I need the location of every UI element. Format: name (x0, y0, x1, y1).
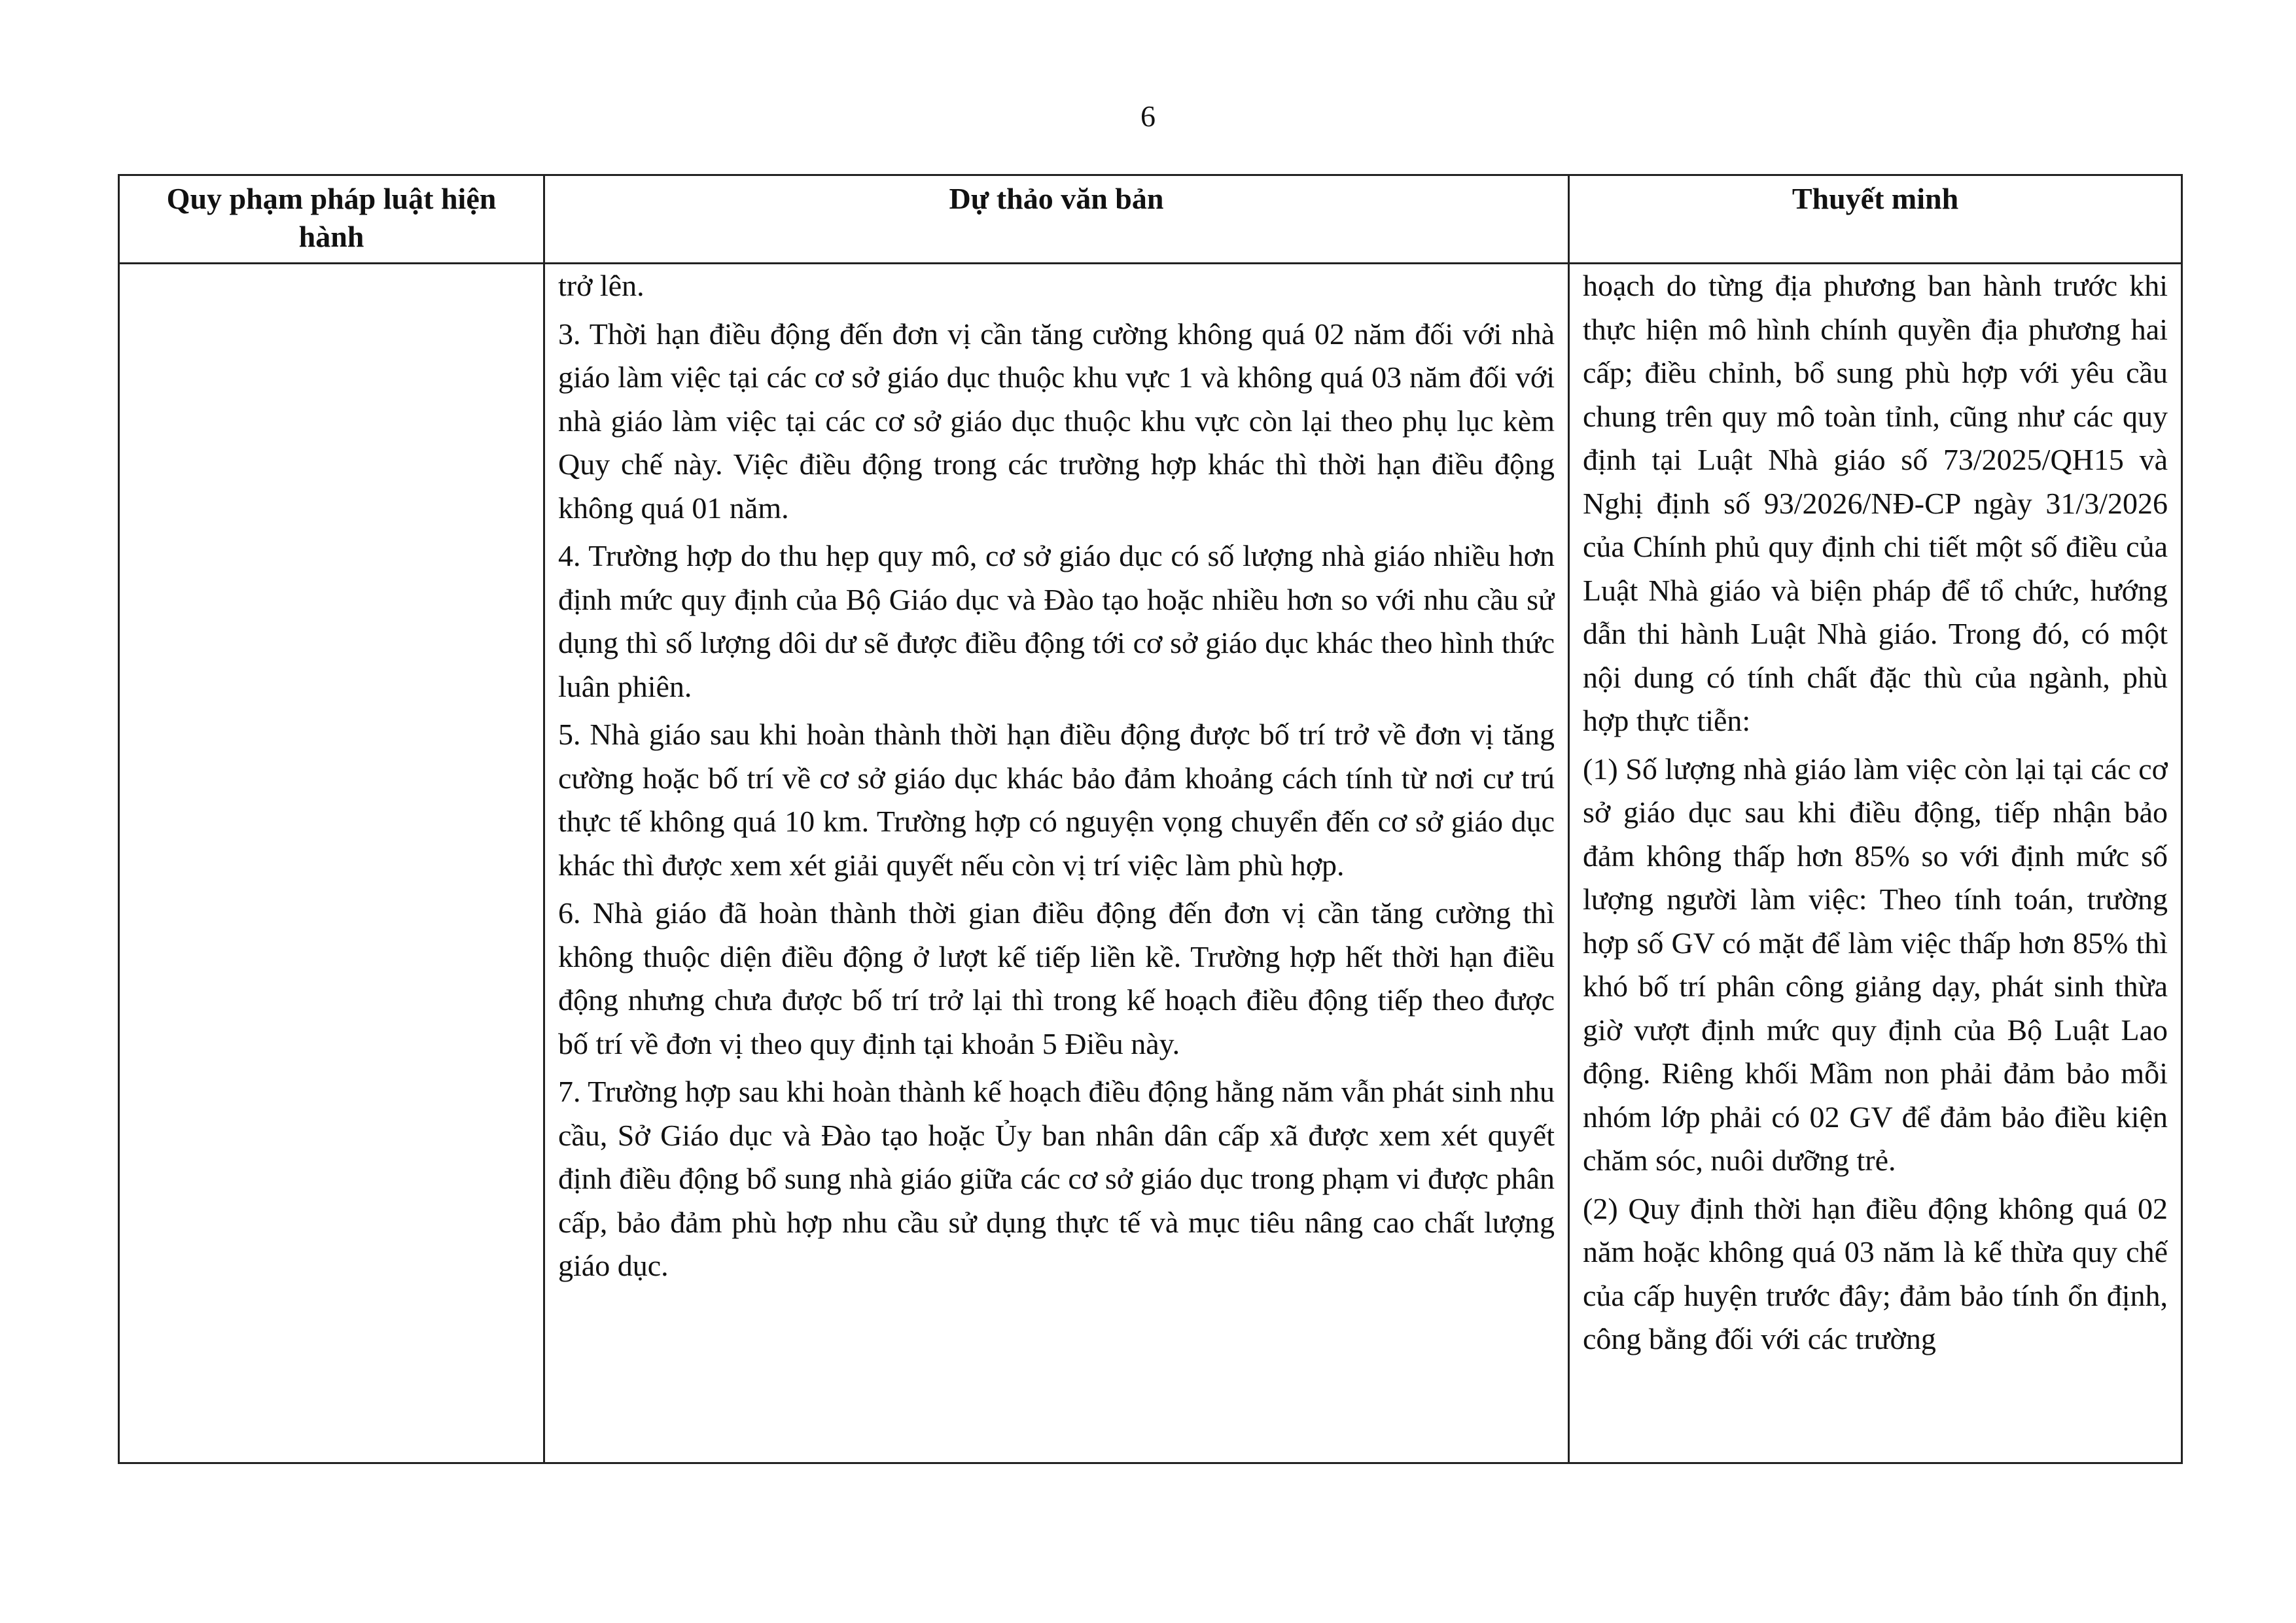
paragraph: trở lên. (558, 269, 645, 302)
paragraph: 7. Trường hợp sau khi hoàn thành kế hoạch điều động hằng năm vẫn phát sinh nhu cầu, Sở Giáo dục và Đào tạo hoặc Ủy ban nhân dân cấp xã được xem xét quyết định điều động bổ sung nhà giáo giữa các cơ sở giáo dục trong phạm vi được phân cấp, bảo đảm phù hợp nhu cầu sử dụng thực tế và mục tiêu nâng cao chất lượng giáo dục. (558, 1075, 1555, 1282)
explanation-cell (1569, 264, 2182, 1463)
paragraph: (2) Quy định thời hạn điều động không quá 02 năm hoặc không quá 03 năm là kế thừa quy chế của cấp huyện trước đây; đảm bảo tính ổn định, công bằng đối với các trường (1583, 1191, 2168, 1355)
explanation-content (1583, 264, 2168, 1361)
header-explanation: Thuyết minh (1569, 175, 2182, 264)
table-row (119, 264, 2182, 1463)
header-draft-text: Dự thảo văn bản (544, 175, 1569, 264)
paragraph: (1) Số lượng nhà giáo làm việc còn lại tại các cơ sở giáo dục sau khi điều động, tiếp nhận bảo đảm không thấp hơn 85% so với định mức số lượng người làm việc: Theo tính toán, trường hợp số GV có mặt để làm việc thấp hơn 85% thì khó bố trí phân công giảng dạy, phát sinh thừa giờ vượt định mức quy định của Bộ Luật Lao động. Riêng khối Mầm non phải đảm bảo mỗi nhóm lớp phải có 02 GV để đảm bảo điều kiện chăm sóc, nuôi dưỡng trẻ. (1583, 752, 2168, 1177)
paragraph: 4. Trường hợp do thu hẹp quy mô, cơ sở giáo dục có số lượng nhà giáo nhiều hơn định mức quy định của Bộ Giáo dục và Đào tạo hoặc nhiều hơn so với nhu cầu sử dụng thì số lượng dôi dư sẽ được điều động tới cơ sở giáo dục khác theo hình thức luân phiên. (558, 539, 1555, 703)
draft-text-cell (544, 264, 1569, 1463)
draft-text-content (558, 264, 1555, 1288)
page-number: 6 (1140, 99, 1156, 133)
paragraph: 5. Nhà giáo sau khi hoàn thành thời hạn điều động được bố trí trở về đơn vị tăng cường hoặc bố trí về cơ sở giáo dục khác bảo đảm khoảng cách tính từ nơi cư trú thực tế không quá 10 km. Trường hợp có nguyện vọng chuyển đến cơ sở giáo dục khác thì được xem xét giải quyết nếu còn vị trí việc làm phù hợp. (558, 718, 1555, 882)
paragraph: hoạch do từng địa phương ban hành trước khi thực hiện mô hình chính quyền địa phương hai cấp; điều chỉnh, bổ sung phù hợp với yêu cầu chung trên quy mô toàn tỉnh, cũng như các quy định tại Luật Nhà giáo số 73/2025/QH15 và Nghị định số 93/2026/NĐ-CP ngày 31/3/2026 của Chính phủ quy định chi tiết một số điều của Luật Nhà giáo và biện pháp để tổ chức, hướng dẫn thi hành Luật Nhà giáo. Trong đó, có một nội dung có tính chất đặc thù của ngành, phù hợp thực tiễn: (1583, 269, 2168, 737)
paragraph: 3. Thời hạn điều động đến đơn vị cần tăng cường không quá 02 năm đối với nhà giáo làm việc tại các cơ sở giáo dục thuộc khu vực 1 và không quá 03 năm đối với nhà giáo làm việc tại các cơ sở giáo dục thuộc khu vực còn lại theo phụ lục kèm Quy chế này. Việc điều động trong các trường hợp khác thì thời hạn điều động không quá 01 năm. (558, 317, 1555, 525)
comparison-table (118, 174, 2183, 1464)
header-current-law: Quy phạm pháp luật hiện hành (119, 175, 544, 264)
current-law-cell (119, 264, 544, 1463)
table-header-row (119, 175, 2182, 264)
paragraph: 6. Nhà giáo đã hoàn thành thời gian điều động đến đơn vị cần tăng cường thì không thuộc diện điều động ở lượt kế tiếp liền kề. Trường hợp hết thời hạn điều động nhưng chưa được bố trí trở lại thì trong kế hoạch điều động tiếp theo được bố trí về đơn vị theo quy định tại khoản 5 Điều này. (558, 896, 1555, 1060)
